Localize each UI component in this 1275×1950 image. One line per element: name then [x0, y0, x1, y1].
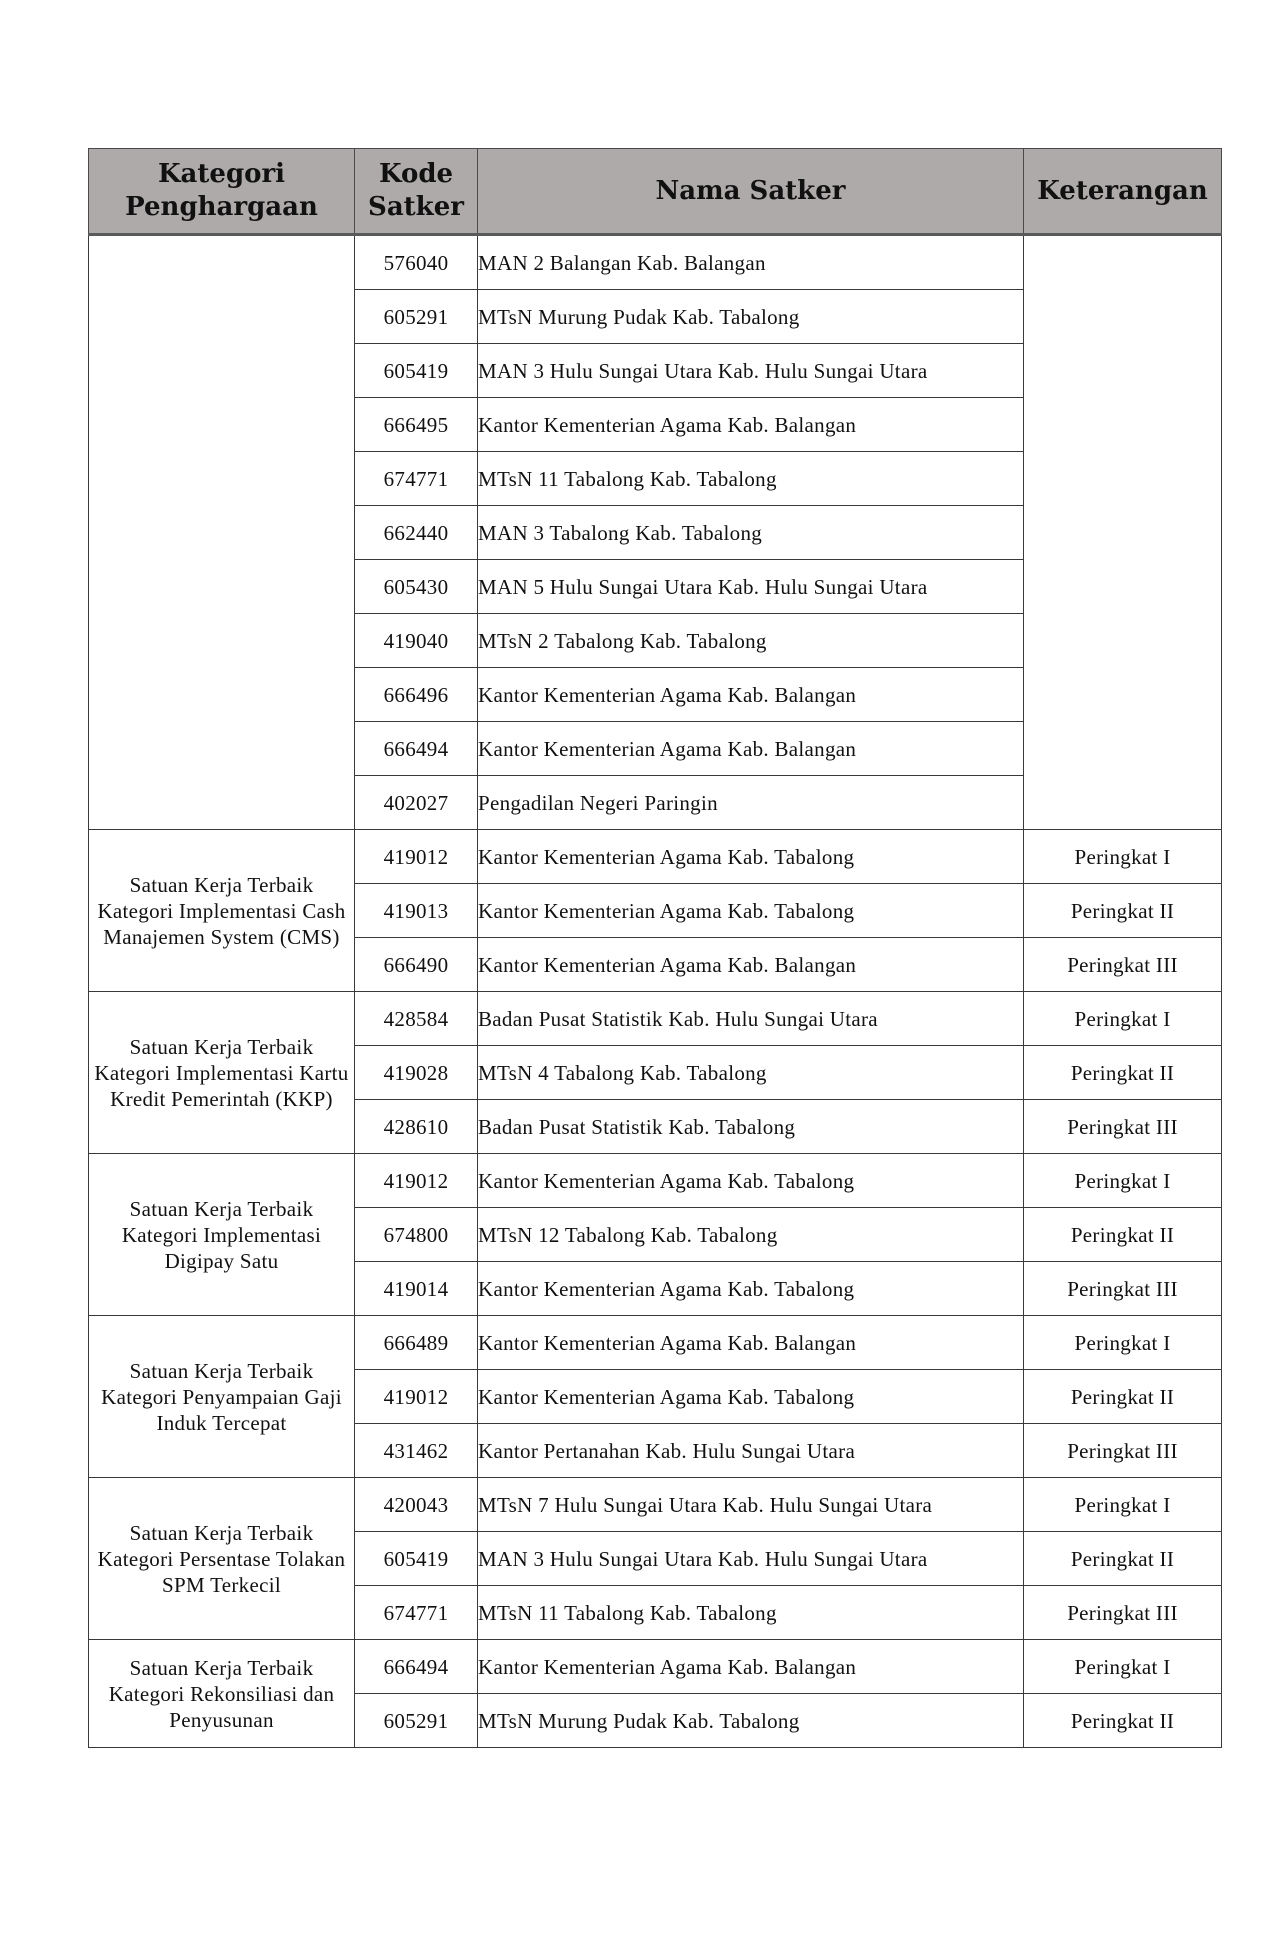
- header-kode: Kode Satker: [355, 149, 478, 235]
- kategori-cell: Satuan Kerja Terbaik Kategori Implementasi Kartu Kredit Pemerintah (KKP): [89, 992, 355, 1154]
- nama-satker-cell: Kantor Kementerian Agama Kab. Tabalong: [478, 1370, 1024, 1424]
- table-row: [89, 1316, 1222, 1370]
- kode-satker-cell: 402027: [355, 776, 478, 830]
- keterangan-cell: Peringkat I: [1024, 1640, 1222, 1694]
- nama-satker-cell: Kantor Kementerian Agama Kab. Balangan: [478, 938, 1024, 992]
- keterangan-cell: Peringkat III: [1024, 1100, 1222, 1154]
- kode-satker-cell: 666494: [355, 722, 478, 776]
- table-row: [89, 1478, 1222, 1532]
- keterangan-cell: Peringkat II: [1024, 1532, 1222, 1586]
- keterangan-cell: Peringkat I: [1024, 1478, 1222, 1532]
- kategori-cell: [89, 235, 355, 830]
- kode-satker-cell: 674800: [355, 1208, 478, 1262]
- keterangan-cell: Peringkat II: [1024, 1046, 1222, 1100]
- nama-satker-cell: MAN 3 Hulu Sungai Utara Kab. Hulu Sungai Utara: [478, 1532, 1024, 1586]
- kategori-cell: Satuan Kerja Terbaik Kategori Implementasi Digipay Satu: [89, 1154, 355, 1316]
- nama-satker-cell: Badan Pusat Statistik Kab. Hulu Sungai Utara: [478, 992, 1024, 1046]
- keterangan-cell: Peringkat II: [1024, 1208, 1222, 1262]
- kode-satker-cell: 605291: [355, 1694, 478, 1748]
- kategori-cell: Satuan Kerja Terbaik Kategori Penyampaian Gaji Induk Tercepat: [89, 1316, 355, 1478]
- nama-satker-cell: Kantor Kementerian Agama Kab. Tabalong: [478, 884, 1024, 938]
- keterangan-cell: Peringkat I: [1024, 992, 1222, 1046]
- kode-satker-cell: 419014: [355, 1262, 478, 1316]
- keterangan-cell: Peringkat II: [1024, 1370, 1222, 1424]
- nama-satker-cell: MTsN 2 Tabalong Kab. Tabalong: [478, 614, 1024, 668]
- kode-satker-cell: 666490: [355, 938, 478, 992]
- nama-satker-cell: Kantor Pertanahan Kab. Hulu Sungai Utara: [478, 1424, 1024, 1478]
- kode-satker-cell: 666495: [355, 398, 478, 452]
- nama-satker-cell: Kantor Kementerian Agama Kab. Tabalong: [478, 1154, 1024, 1208]
- keterangan-cell: Peringkat III: [1024, 938, 1222, 992]
- keterangan-cell: Peringkat I: [1024, 1154, 1222, 1208]
- nama-satker-cell: Kantor Kementerian Agama Kab. Tabalong: [478, 830, 1024, 884]
- kategori-cell: Satuan Kerja Terbaik Kategori Rekonsiliasi dan Penyusunan: [89, 1640, 355, 1748]
- kode-satker-cell: 662440: [355, 506, 478, 560]
- kode-satker-cell: 605430: [355, 560, 478, 614]
- nama-satker-cell: MAN 3 Tabalong Kab. Tabalong: [478, 506, 1024, 560]
- nama-satker-cell: MTsN 7 Hulu Sungai Utara Kab. Hulu Sungai Utara: [478, 1478, 1024, 1532]
- kode-satker-cell: 605419: [355, 344, 478, 398]
- nama-satker-cell: Kantor Kementerian Agama Kab. Balangan: [478, 668, 1024, 722]
- kode-satker-cell: 419040: [355, 614, 478, 668]
- nama-satker-cell: MAN 2 Balangan Kab. Balangan: [478, 235, 1024, 290]
- kode-satker-cell: 576040: [355, 235, 478, 290]
- keterangan-cell: Peringkat I: [1024, 1316, 1222, 1370]
- kode-satker-cell: 420043: [355, 1478, 478, 1532]
- keterangan-cell: Peringkat I: [1024, 830, 1222, 884]
- nama-satker-cell: MTsN 4 Tabalong Kab. Tabalong: [478, 1046, 1024, 1100]
- kode-satker-cell: 419012: [355, 1370, 478, 1424]
- table-row: [89, 1640, 1222, 1694]
- nama-satker-cell: Kantor Kementerian Agama Kab. Balangan: [478, 398, 1024, 452]
- kode-satker-cell: 605291: [355, 290, 478, 344]
- kode-satker-cell: 428610: [355, 1100, 478, 1154]
- table-body: [89, 235, 1222, 1748]
- table-header: [89, 149, 1222, 235]
- nama-satker-cell: Kantor Kementerian Agama Kab. Balangan: [478, 722, 1024, 776]
- kode-satker-cell: 419013: [355, 884, 478, 938]
- header-kategori: Kategori Penghargaan: [89, 149, 355, 235]
- kode-satker-cell: 428584: [355, 992, 478, 1046]
- nama-satker-cell: MTsN Murung Pudak Kab. Tabalong: [478, 1694, 1024, 1748]
- kode-satker-cell: 674771: [355, 452, 478, 506]
- nama-satker-cell: MTsN 11 Tabalong Kab. Tabalong: [478, 1586, 1024, 1640]
- keterangan-cell: Peringkat III: [1024, 1586, 1222, 1640]
- header-keterangan: Keterangan: [1024, 149, 1222, 235]
- awards-table: [88, 148, 1222, 1748]
- kategori-cell: Satuan Kerja Terbaik Kategori Persentase Tolakan SPM Terkecil: [89, 1478, 355, 1640]
- kode-satker-cell: 419028: [355, 1046, 478, 1100]
- nama-satker-cell: MTsN 11 Tabalong Kab. Tabalong: [478, 452, 1024, 506]
- kode-satker-cell: 431462: [355, 1424, 478, 1478]
- kode-satker-cell: 666494: [355, 1640, 478, 1694]
- keterangan-cell: Peringkat II: [1024, 884, 1222, 938]
- nama-satker-cell: Kantor Kementerian Agama Kab. Balangan: [478, 1640, 1024, 1694]
- keterangan-cell: Peringkat III: [1024, 1424, 1222, 1478]
- table-row: [89, 830, 1222, 884]
- nama-satker-cell: MAN 5 Hulu Sungai Utara Kab. Hulu Sungai Utara: [478, 560, 1024, 614]
- kode-satker-cell: 419012: [355, 830, 478, 884]
- keterangan-cell: Peringkat III: [1024, 1262, 1222, 1316]
- table-row: [89, 1154, 1222, 1208]
- kode-satker-cell: 605419: [355, 1532, 478, 1586]
- kode-satker-cell: 419012: [355, 1154, 478, 1208]
- nama-satker-cell: Kantor Kementerian Agama Kab. Tabalong: [478, 1262, 1024, 1316]
- kode-satker-cell: 674771: [355, 1586, 478, 1640]
- nama-satker-cell: Kantor Kementerian Agama Kab. Balangan: [478, 1316, 1024, 1370]
- kode-satker-cell: 666496: [355, 668, 478, 722]
- header-row: [89, 149, 1222, 235]
- keterangan-cell: Peringkat II: [1024, 1694, 1222, 1748]
- nama-satker-cell: MTsN 12 Tabalong Kab. Tabalong: [478, 1208, 1024, 1262]
- nama-satker-cell: Pengadilan Negeri Paringin: [478, 776, 1024, 830]
- kategori-cell: Satuan Kerja Terbaik Kategori Implementasi Cash Manajemen System (CMS): [89, 830, 355, 992]
- nama-satker-cell: MTsN Murung Pudak Kab. Tabalong: [478, 290, 1024, 344]
- nama-satker-cell: Badan Pusat Statistik Kab. Tabalong: [478, 1100, 1024, 1154]
- kode-satker-cell: 666489: [355, 1316, 478, 1370]
- header-nama: Nama Satker: [478, 149, 1024, 235]
- keterangan-cell: [1024, 235, 1222, 830]
- table-row: [89, 992, 1222, 1046]
- nama-satker-cell: MAN 3 Hulu Sungai Utara Kab. Hulu Sungai Utara: [478, 344, 1024, 398]
- table-row: [89, 235, 1222, 290]
